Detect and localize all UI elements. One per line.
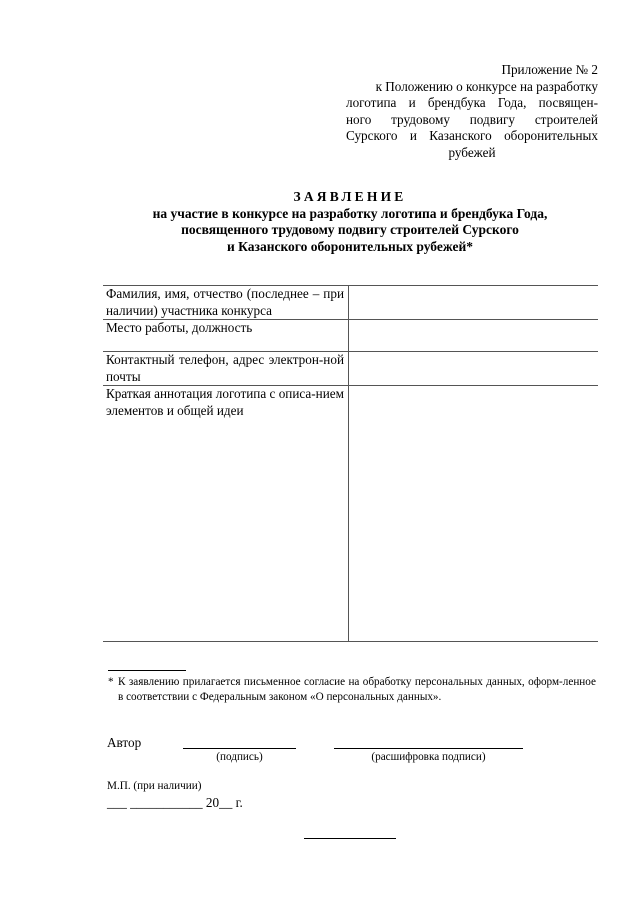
appendix-word: Казанского (429, 128, 492, 143)
appendix-word: брендбука (427, 95, 486, 110)
row-label-text: Фамилия, имя, отчество (последнее – при наличии) участника конкурса (106, 286, 344, 318)
table-row (103, 352, 598, 386)
appendix-number: Приложение № 2 (501, 62, 598, 77)
date-field[interactable]: ___ ___________ 20__ г. (107, 795, 243, 810)
title-heading: ЗАЯВЛЕНИЕ (293, 189, 407, 204)
signature-decode-caption: (расшифровка подписи) (371, 751, 486, 763)
input-cell-full-name[interactable] (349, 286, 599, 320)
appendix-line-6: рубежей (448, 144, 496, 160)
row-label-contacts (103, 352, 349, 386)
appendix-line-5 (346, 128, 598, 145)
input-cell-workplace[interactable] (349, 320, 599, 352)
document-title (100, 189, 600, 255)
footnote-asterisk: * (108, 676, 114, 688)
input-cell-contacts[interactable] (349, 352, 599, 386)
appendix-word: Сурского (346, 128, 398, 143)
stamp-label: М.П. (при наличии) (107, 780, 202, 792)
row-label-workplace (103, 320, 349, 352)
title-line-3: и Казанского оборонительных рубежей* (227, 238, 473, 254)
appendix-header (346, 62, 598, 161)
appendix-word: и (409, 128, 417, 143)
row-label-text: Место работы, должность (106, 320, 253, 335)
signature-decode-field[interactable] (334, 748, 523, 749)
appendix-word: трудовому (391, 111, 450, 127)
appendix-word: ного (346, 111, 372, 127)
appendix-word: строителей (534, 111, 598, 127)
bottom-divider (304, 838, 396, 839)
application-form-table (103, 285, 598, 642)
table-row (103, 286, 598, 320)
appendix-word: логотипа (346, 95, 397, 110)
appendix-line-2: к Положению о конкурсе на разработку (375, 78, 598, 94)
footnote-divider (108, 670, 186, 671)
footnote-text: К заявлению прилагается письменное согласие на обработку персональных данных, оформ-ленное в соответствии с Федеральным законом «О персональных данных». (118, 676, 596, 703)
table-row (103, 320, 598, 352)
title-line-2: посвященного трудовому подвигу строителей Сурского (181, 222, 519, 237)
appendix-word: посвящен- (538, 95, 598, 110)
footnote (108, 675, 596, 705)
appendix-word: подвигу (469, 111, 516, 127)
title-line-1: на участие в конкурсе на разработку логотипа и брендбука Года, (152, 205, 548, 221)
table-row (103, 386, 598, 642)
appendix-line-3 (346, 95, 598, 112)
row-label-text: Краткая аннотация логотипа с описа-нием элементов и общей идеи (106, 386, 344, 418)
row-label-text: Контактный телефон, адрес электрон-ной почты (106, 352, 344, 384)
appendix-word: и (408, 95, 416, 110)
appendix-line-4 (346, 112, 598, 129)
appendix-word: оборонительных (504, 128, 598, 143)
row-label-full-name (103, 286, 349, 320)
signature-caption: (подпись) (216, 751, 263, 763)
signature-field[interactable] (183, 748, 296, 749)
input-cell-annotation[interactable] (349, 386, 599, 642)
author-label: Автор (107, 735, 142, 750)
appendix-word: Года, (497, 95, 527, 110)
row-label-annotation (103, 386, 349, 642)
